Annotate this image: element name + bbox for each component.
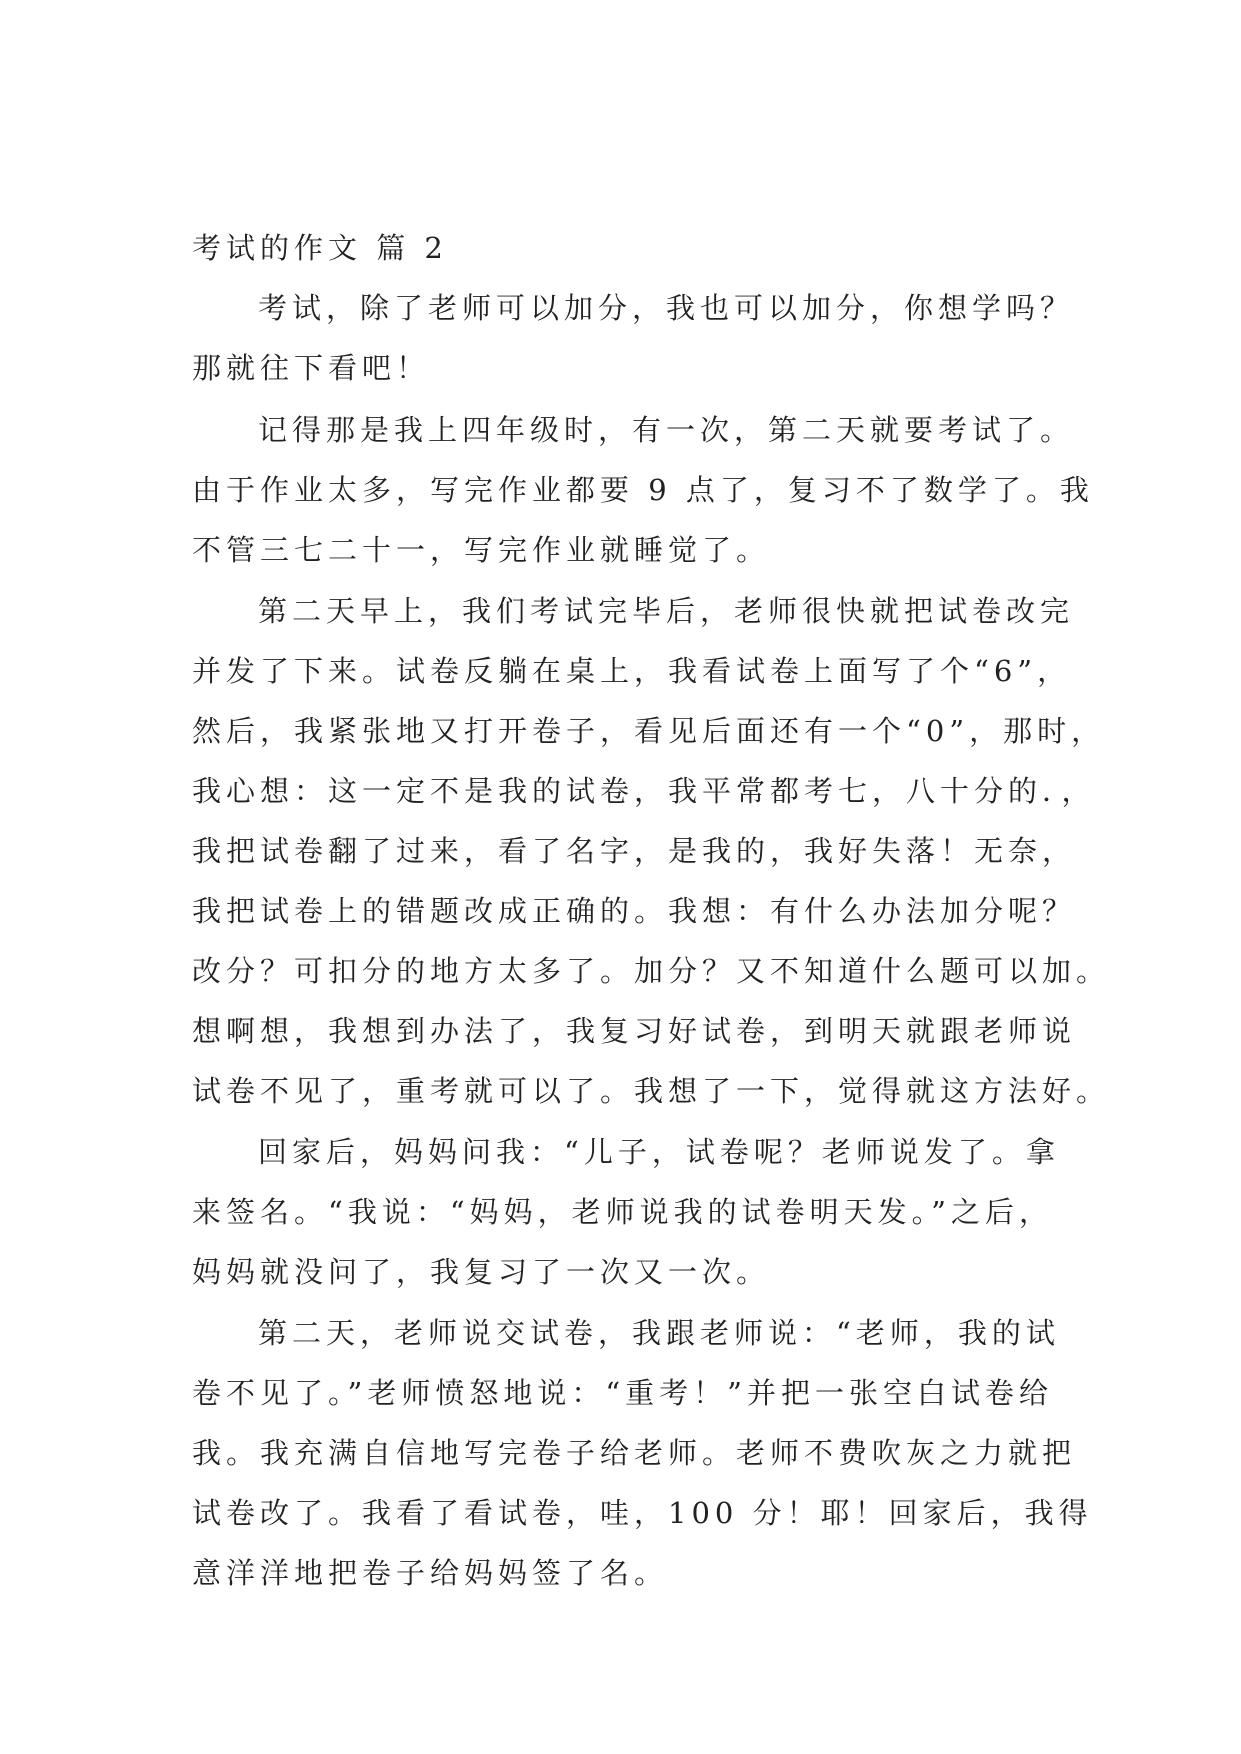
paragraph-3-line-7: 改分？可扣分的地方太多了。加分？又不知道什么题可以加。 xyxy=(192,954,1111,988)
paragraph-3-line-8: 想啊想，我想到办法了，我复习好试卷，到明天就跟老师说 xyxy=(192,1014,1077,1048)
paragraph-4-line-2: 来签名。“我说：“妈妈，老师说我的试卷明天发。”之后， xyxy=(192,1195,1053,1229)
paragraph-2-line-1: 记得那是我上四年级时，有一次，第二天就要考试了。 xyxy=(258,413,1075,447)
paragraph-4-line-3: 妈妈就没问了，我复习了一次又一次。 xyxy=(192,1255,771,1289)
paragraph-5-line-4: 试卷改了。我看了看试卷，哇，100 分！耶！回家后，我得 xyxy=(192,1496,1093,1530)
paragraph-5-line-2: 卷不见了。”老师愤怒地说：“重考！”并把一张空白试卷给 xyxy=(192,1376,1053,1410)
paragraph-1-line-2: 那就往下看吧！ xyxy=(192,351,431,385)
paragraph-2-line-3: 不管三七二十一，写完作业就睡觉了。 xyxy=(192,533,771,567)
document-title: 考试的作文 篇 2 xyxy=(192,231,448,265)
paragraph-3-line-3: 然后，我紧张地又打开卷子，看见后面还有一个“0”，那时， xyxy=(192,714,1106,748)
paragraph-3-line-5: 我把试卷翻了过来，看了名字，是我的，我好失落！无奈， xyxy=(192,834,1077,868)
paragraph-3-line-1: 第二天早上，我们考试完毕后，老师很快就把试卷改完 xyxy=(258,594,1075,628)
paragraph-3-line-4: 我心想：这一定不是我的试卷，我平常都考七，八十分的．， xyxy=(192,774,1096,808)
paragraph-3-line-6: 我把试卷上的错题改成正确的。我想：有什么办法加分呢？ xyxy=(192,894,1077,928)
paragraph-2-line-2: 由于作业太多，写完作业都要 9 点了，复习不了数学了。我 xyxy=(192,473,1094,507)
paragraph-5-line-3: 我。我充满自信地写完卷子给老师。老师不费吹灰之力就把 xyxy=(192,1436,1077,1470)
paragraph-4-line-1: 回家后，妈妈问我：“儿子，试卷呢？老师说发了。拿 xyxy=(258,1135,1060,1169)
paragraph-3-line-9: 试卷不见了，重考就可以了。我想了一下，觉得就这方法好。 xyxy=(192,1074,1111,1108)
paragraph-1-line-1: 考试，除了老师可以加分，我也可以加分，你想学吗？ xyxy=(258,291,1075,325)
paragraph-5-line-5: 意洋洋地把卷子给妈妈签了名。 xyxy=(192,1556,669,1590)
paragraph-5-line-1: 第二天，老师说交试卷，我跟老师说：“老师，我的试 xyxy=(258,1316,1060,1350)
paragraph-3-line-2: 并发了下来。试卷反躺在桌上，我看试卷上面写了个“6”， xyxy=(192,654,1072,688)
